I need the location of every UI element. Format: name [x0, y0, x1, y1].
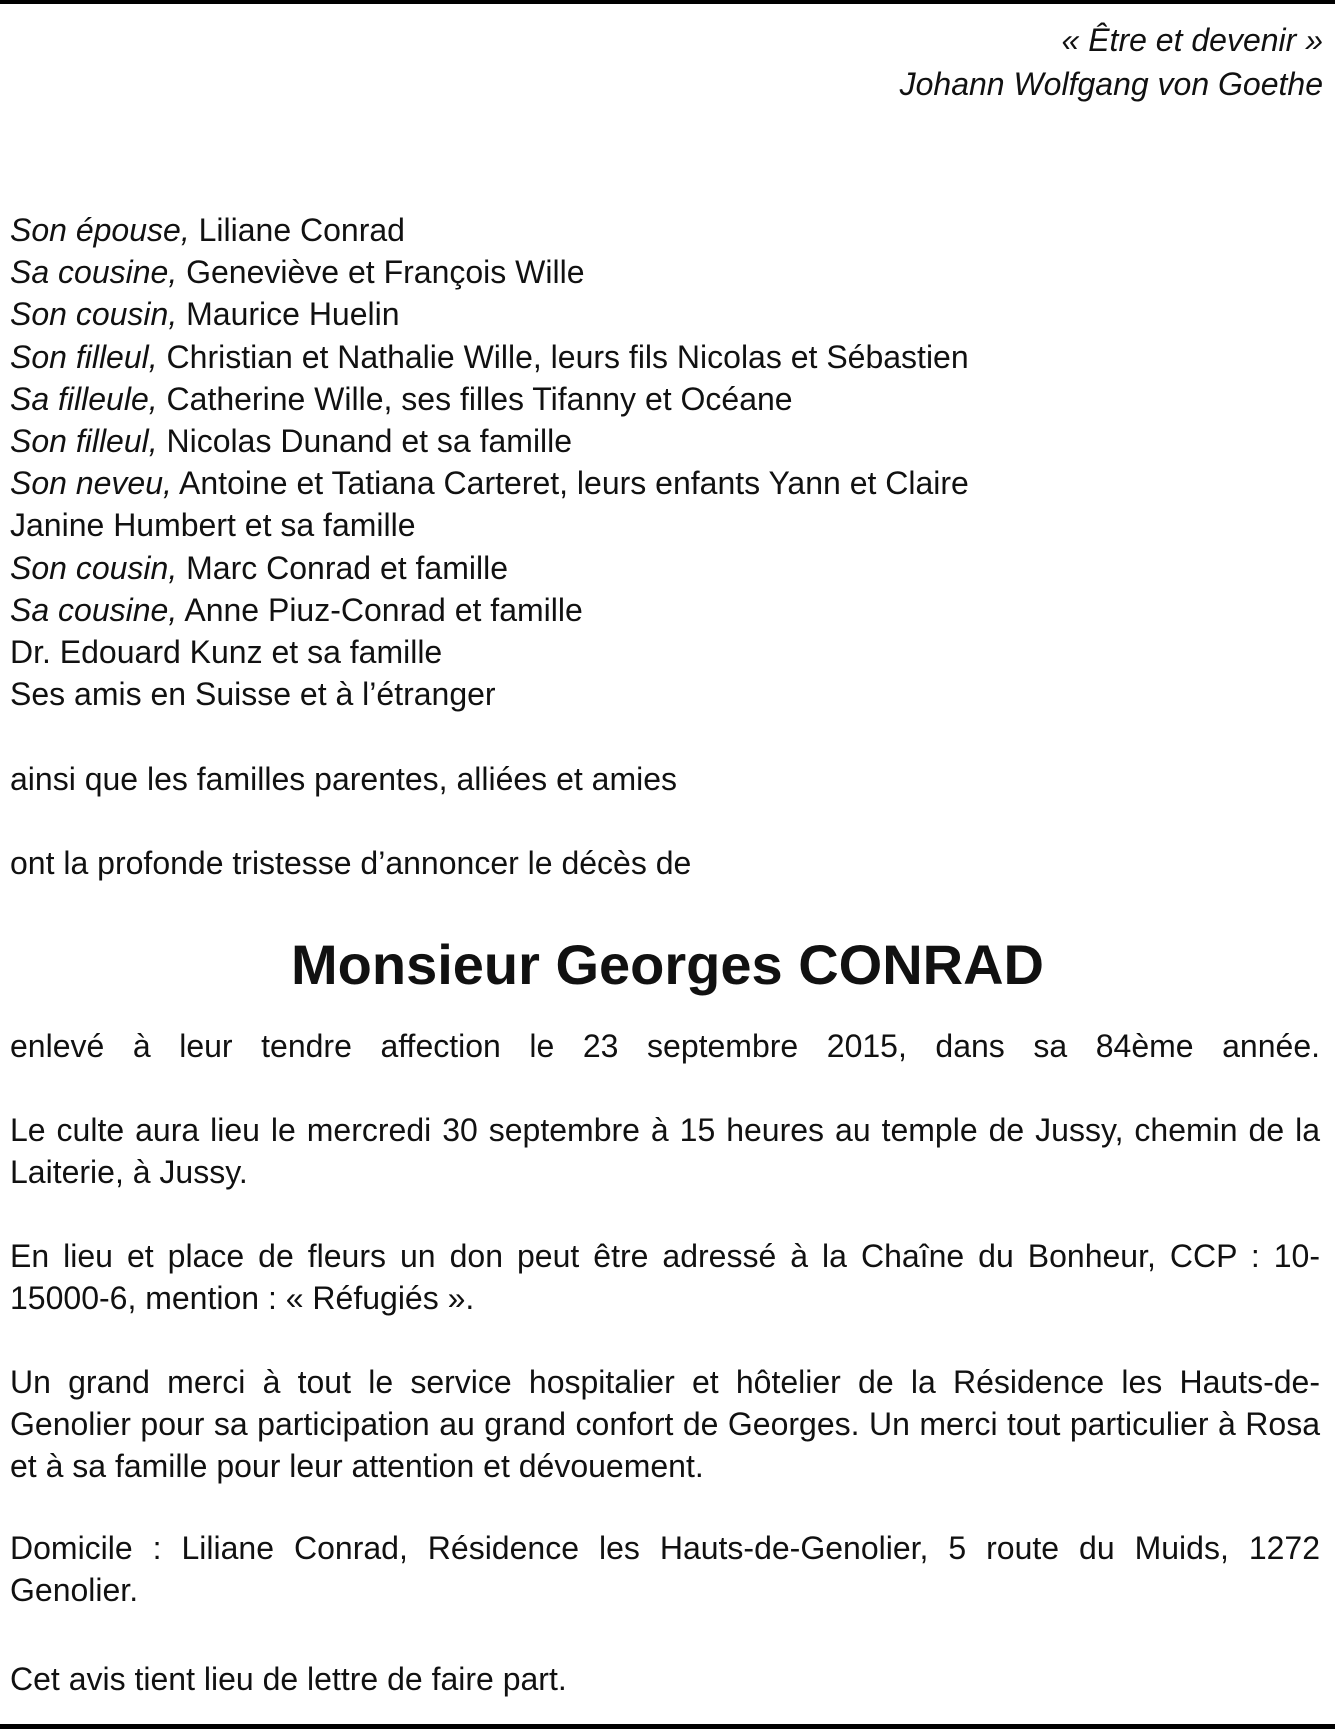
family-names: Nicolas Dunand et sa famille — [157, 423, 573, 460]
family-names: Maurice Huelin — [177, 296, 400, 333]
epigraph-quote: « Être et devenir » — [1061, 22, 1323, 58]
family-line — [10, 589, 969, 631]
family-line — [10, 251, 969, 293]
deceased-name: Monsieur Georges CONRAD — [291, 933, 1044, 996]
bottom-border-rule — [0, 1724, 1335, 1729]
death-line: enlevé à leur tendre affection le 23 septembre 2015, dans sa 84ème année. — [10, 1028, 1320, 1064]
top-border-rule — [0, 0, 1335, 4]
family-names: Dr. Edouard Kunz et sa famille — [10, 634, 443, 671]
family-names: Liliane Conrad — [189, 212, 405, 248]
families-line: ainsi que les familles parentes, alliées et amies — [10, 761, 677, 797]
family-line — [10, 420, 969, 462]
epigraph — [900, 18, 1323, 106]
family-names: Janine Humbert et sa famille — [10, 507, 416, 544]
family-names: Catherine Wille, ses filles Tifanny et Océane — [157, 380, 793, 417]
closing-line: Cet avis tient lieu de lettre de faire part. — [10, 1661, 567, 1697]
family-relation: Son épouse, — [10, 212, 190, 248]
family-relation: Sa cousine, — [10, 591, 178, 628]
family-relation: Sa filleule, — [10, 380, 158, 417]
family-names: Anne Piuz-Conrad et famille — [177, 591, 583, 628]
family-names: Christian et Nathalie Wille, leurs fils Nicolas et Sébastien — [157, 338, 969, 375]
family-names: Ses amis en Suisse et à l’étranger — [10, 676, 496, 713]
family-list — [10, 209, 969, 715]
family-names: Antoine et Tatiana Carteret, leurs enfants Yann et Claire — [171, 465, 969, 502]
family-line — [10, 209, 969, 251]
family-names: Marc Conrad et famille — [177, 549, 508, 586]
family-line — [10, 547, 969, 589]
family-relation: Son filleul, — [10, 338, 158, 375]
family-line — [10, 673, 969, 715]
domicile-paragraph: Domicile : Liliane Conrad, Résidence les Hauts-de-Genolier, 5 route du Muids, 1272 Genolier. — [10, 1530, 1320, 1608]
family-names: Geneviève et François Wille — [177, 254, 585, 291]
announcement-line: ont la profonde tristesse d’annoncer le décès de — [10, 845, 692, 881]
family-line — [10, 462, 969, 504]
family-line — [10, 336, 969, 378]
thanks-paragraph: Un grand merci à tout le service hospitalier et hôtelier de la Résidence les Hauts-de-Genolier pour sa participation au grand confort de Georges. Un merci tout particulier à Rosa et à sa famille pour leur attention et dévouement. — [10, 1364, 1320, 1484]
donation-paragraph: En lieu et place de fleurs un don peut être adressé à la Chaîne du Bonheur, CCP : 10-15000-6, mention : « Réfugiés ». — [10, 1238, 1320, 1316]
family-line — [10, 504, 969, 546]
family-line — [10, 378, 969, 420]
family-relation: Sa cousine, — [10, 254, 178, 291]
family-relation: Son filleul, — [10, 423, 158, 460]
family-line — [10, 631, 969, 673]
family-relation: Son cousin, — [10, 549, 178, 586]
service-paragraph: Le culte aura lieu le mercredi 30 septembre à 15 heures au temple de Jussy, chemin de la Laiterie, à Jussy. — [10, 1112, 1320, 1190]
epigraph-author: Johann Wolfgang von Goethe — [899, 66, 1323, 102]
family-relation: Son neveu, — [10, 465, 172, 502]
family-line — [10, 293, 969, 335]
family-relation: Son cousin, — [10, 296, 178, 333]
